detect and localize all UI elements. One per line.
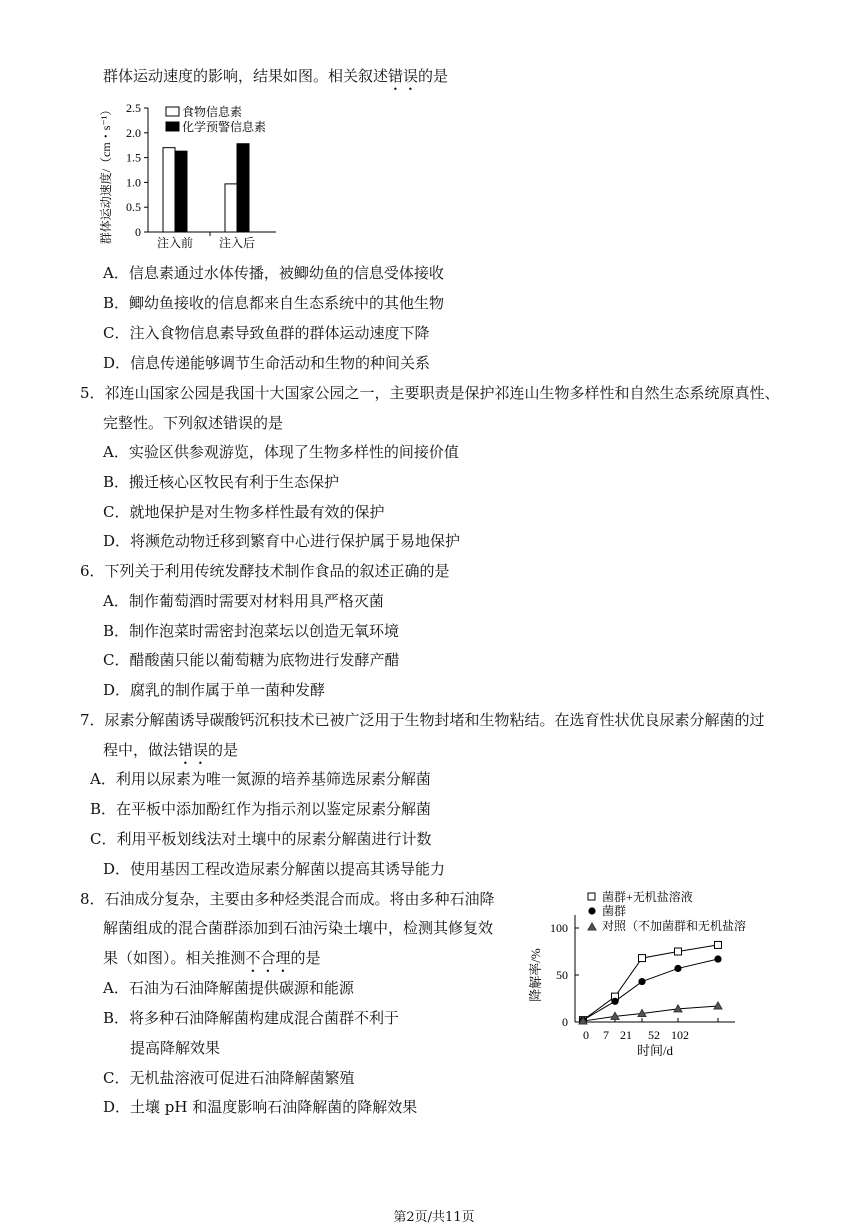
bar-food-1 <box>225 184 237 232</box>
legend-marker-circle-filled <box>588 907 595 914</box>
q8-stem-line2: 解菌组成的混合菌群添加到石油污染土壤中，检测其修复效 <box>103 919 494 937</box>
chart2-x-tick-label: 52 <box>648 1028 660 1042</box>
q4-option-d: D．信息传递能够调节生命活动和生物的种间关系 <box>103 354 431 372</box>
q7-option-d: D．使用基因工程改造尿素分解菌以提高其诱导能力 <box>103 860 446 878</box>
chart2-y-tick-label: 0 <box>562 1015 568 1029</box>
chart1-y-tick-label: 2.0 <box>126 125 141 140</box>
q7-stem-line2 <box>103 740 238 768</box>
point-circle-2 <box>638 978 645 985</box>
q5-stem-line2: 完整性。下列叙述错误的是 <box>103 414 284 432</box>
q6-option-c: C．醋酸菌只能以葡萄糖为底物进行发酵产醋 <box>103 651 400 669</box>
chart2-y-tick-label: 100 <box>550 921 568 935</box>
q6-stem: 6．下列关于利用传统发酵技术制作食品的叙述正确的是 <box>80 562 450 580</box>
q8-option-d: D．土壤 pH 和温度影响石油降解菌的降解效果 <box>103 1098 418 1116</box>
chart1-y-tick-label: 1.5 <box>126 150 141 165</box>
chart1-y-tick-label: 0.5 <box>126 200 141 215</box>
point-square-3 <box>675 948 682 955</box>
legend-label-control: 对照（不加菌群和无机盐溶 <box>602 919 747 933</box>
legend-swatch-alarm-pheromone <box>166 122 179 131</box>
point-triangle-4 <box>714 1002 722 1009</box>
legend-label-bacteria-salt: 菌群+无机盐溶液 <box>602 890 693 904</box>
chart1-category-label: 注入后 <box>218 236 256 250</box>
point-square-4 <box>715 941 722 948</box>
q4-option-a: A．信息素通过水体传播，被鲫幼鱼的信息受体接收 <box>103 264 444 282</box>
point-square-2 <box>639 955 646 962</box>
q4-intro <box>103 66 448 94</box>
q5-option-a: A．实验区供参观游览，体现了生物多样性的间接价值 <box>103 443 459 461</box>
q7-option-a: A．利用以尿素为唯一氮源的培养基筛选尿素分解菌 <box>90 770 431 788</box>
legend-marker-triangle-filled <box>588 923 596 930</box>
q7-stem-end: 的是 <box>208 741 239 759</box>
q4-intro-text: 群体运动速度的影响，结果如图。相关叙述 <box>103 67 389 85</box>
q8-stem-line3 <box>103 948 321 976</box>
chart2-x-tick-label: 21 <box>620 1028 632 1042</box>
bar-chart-swimming-speed <box>98 100 298 252</box>
chart2-y-tick-label: 50 <box>556 968 568 982</box>
chart1-y-tick-label: 0 <box>135 225 141 239</box>
q8-option-b-cont: 提高降解效果 <box>130 1039 221 1057</box>
q7-stem-emphasis: 错误 <box>178 741 209 759</box>
legend-label-alarm-pheromone: 化学预警信息素 <box>182 120 267 134</box>
chart2-x-tick-label: 0 <box>583 1028 589 1042</box>
q5-option-b: B．搬迁核心区牧民有利于生态保护 <box>103 473 340 491</box>
chart2-y-axis-label: 降解率/% <box>528 948 543 1002</box>
q5-option-c: C．就地保护是对生物多样性最有效的保护 <box>103 503 385 521</box>
point-circle-1 <box>611 998 618 1005</box>
chart2-x-axis-label: 时间/d <box>636 1043 674 1058</box>
q5-option-d: D．将濒危动物迁移到繁育中心进行保护属于易地保护 <box>103 532 461 550</box>
legend-marker-square-open <box>588 893 595 900</box>
q4-option-c: C．注入食物信息素导致鱼群的群体运动速度下降 <box>103 324 430 342</box>
q4-option-b: B．鲫幼鱼接收的信息都来自生态系统中的其他生物 <box>103 294 445 312</box>
q6-option-d: D．腐乳的制作属于单一菌种发酵 <box>103 681 326 699</box>
series-line-0 <box>583 945 718 1020</box>
chart1-y-tick-label: 2.5 <box>126 101 141 115</box>
q6-option-b: B．制作泡菜时需密封泡菜坛以创造无氧环境 <box>103 622 400 640</box>
bar-food-0 <box>163 148 175 232</box>
line-chart-degradation-rate <box>525 885 780 1060</box>
q8-stem-text: 果（如图）。相关推测 <box>103 949 246 967</box>
q6-option-a: A．制作葡萄酒时需要对材料用具严格灭菌 <box>103 592 384 610</box>
page-footer: 第2页/共11页 <box>393 1210 475 1225</box>
point-circle-3 <box>674 965 681 972</box>
q8-stem-emphasis: 不合理 <box>245 949 291 967</box>
bar-alarm-0 <box>175 151 187 232</box>
chart2-x-tick-label: 102 <box>671 1028 689 1042</box>
chart1-y-tick-label: 1.0 <box>126 175 141 190</box>
q4-intro-emphasis: 错误 <box>388 67 419 85</box>
q7-option-c: C．利用平板划线法对土壤中的尿素分解菌进行计数 <box>90 830 432 848</box>
bar-alarm-1 <box>237 144 249 232</box>
chart2-x-tick-label: 7 <box>603 1028 609 1042</box>
q8-option-a: A．石油为石油降解菌提供碳源和能源 <box>103 979 354 997</box>
q8-option-c: C．无机盐溶液可促进石油降解菌繁殖 <box>103 1069 355 1087</box>
q5-stem-line1: 5．祁连山国家公园是我国十大国家公园之一，主要职责是保护祁连山生物多样性和自然生态系统原真性、 <box>80 384 780 402</box>
q8-stem-line1: 8．石油成分复杂，主要由多种烃类混合而成。将由多种石油降 <box>80 890 495 908</box>
chart1-y-axis-label: 群体运动速度/（cm・s⁻¹） <box>99 103 113 245</box>
series-line-1 <box>583 959 718 1020</box>
legend-swatch-food-pheromone <box>166 107 179 116</box>
chart1-category-label: 注入前 <box>156 236 194 250</box>
q7-stem-text: 程中，做法 <box>103 741 179 759</box>
legend-label-food-pheromone: 食物信息素 <box>182 105 243 119</box>
point-circle-4 <box>714 955 721 962</box>
legend-label-bacteria: 菌群 <box>602 904 627 918</box>
q4-intro-end: 的是 <box>418 67 449 85</box>
q7-option-b: B．在平板中添加酚红作为指示剂以鉴定尿素分解菌 <box>90 800 432 818</box>
q8-option-b: B．将多种石油降解菌构建成混合菌群不利于 <box>103 1009 400 1027</box>
q7-stem-line1: 7．尿素分解菌诱导碳酸钙沉积技术已被广泛用于生物封堵和生物粘结。在选育性状优良尿素分解菌的过 <box>80 711 765 729</box>
q8-stem-end: 的是 <box>290 949 321 967</box>
